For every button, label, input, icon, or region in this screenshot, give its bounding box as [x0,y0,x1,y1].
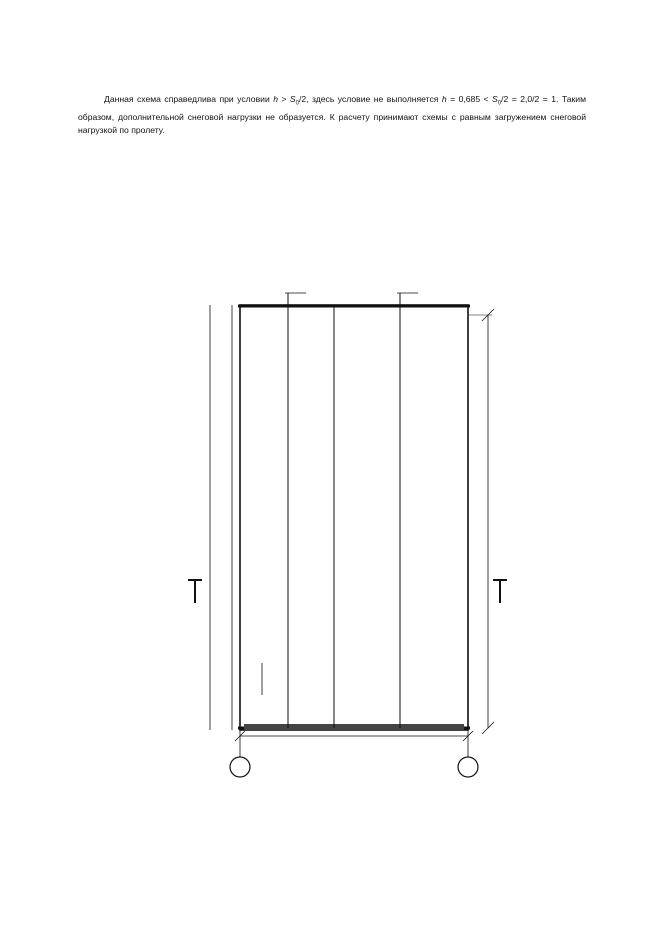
roof-outline [240,305,468,730]
grid-bubble-col-b [458,757,478,777]
grid-bubble-col-a [230,757,250,777]
bottom-strip [244,724,464,731]
paragraph: Данная схема справедлива при условии $h > S_0/2$, здесь условие не выполняется $h = 0,685 < S_0/2 = 2,0/2 = 1$. Таким образом, дополнительной снеговой нагрузки не образуется. К расчету принимают схемы с равным загружением снеговой нагрузкой по пролету. [78,94,586,135]
